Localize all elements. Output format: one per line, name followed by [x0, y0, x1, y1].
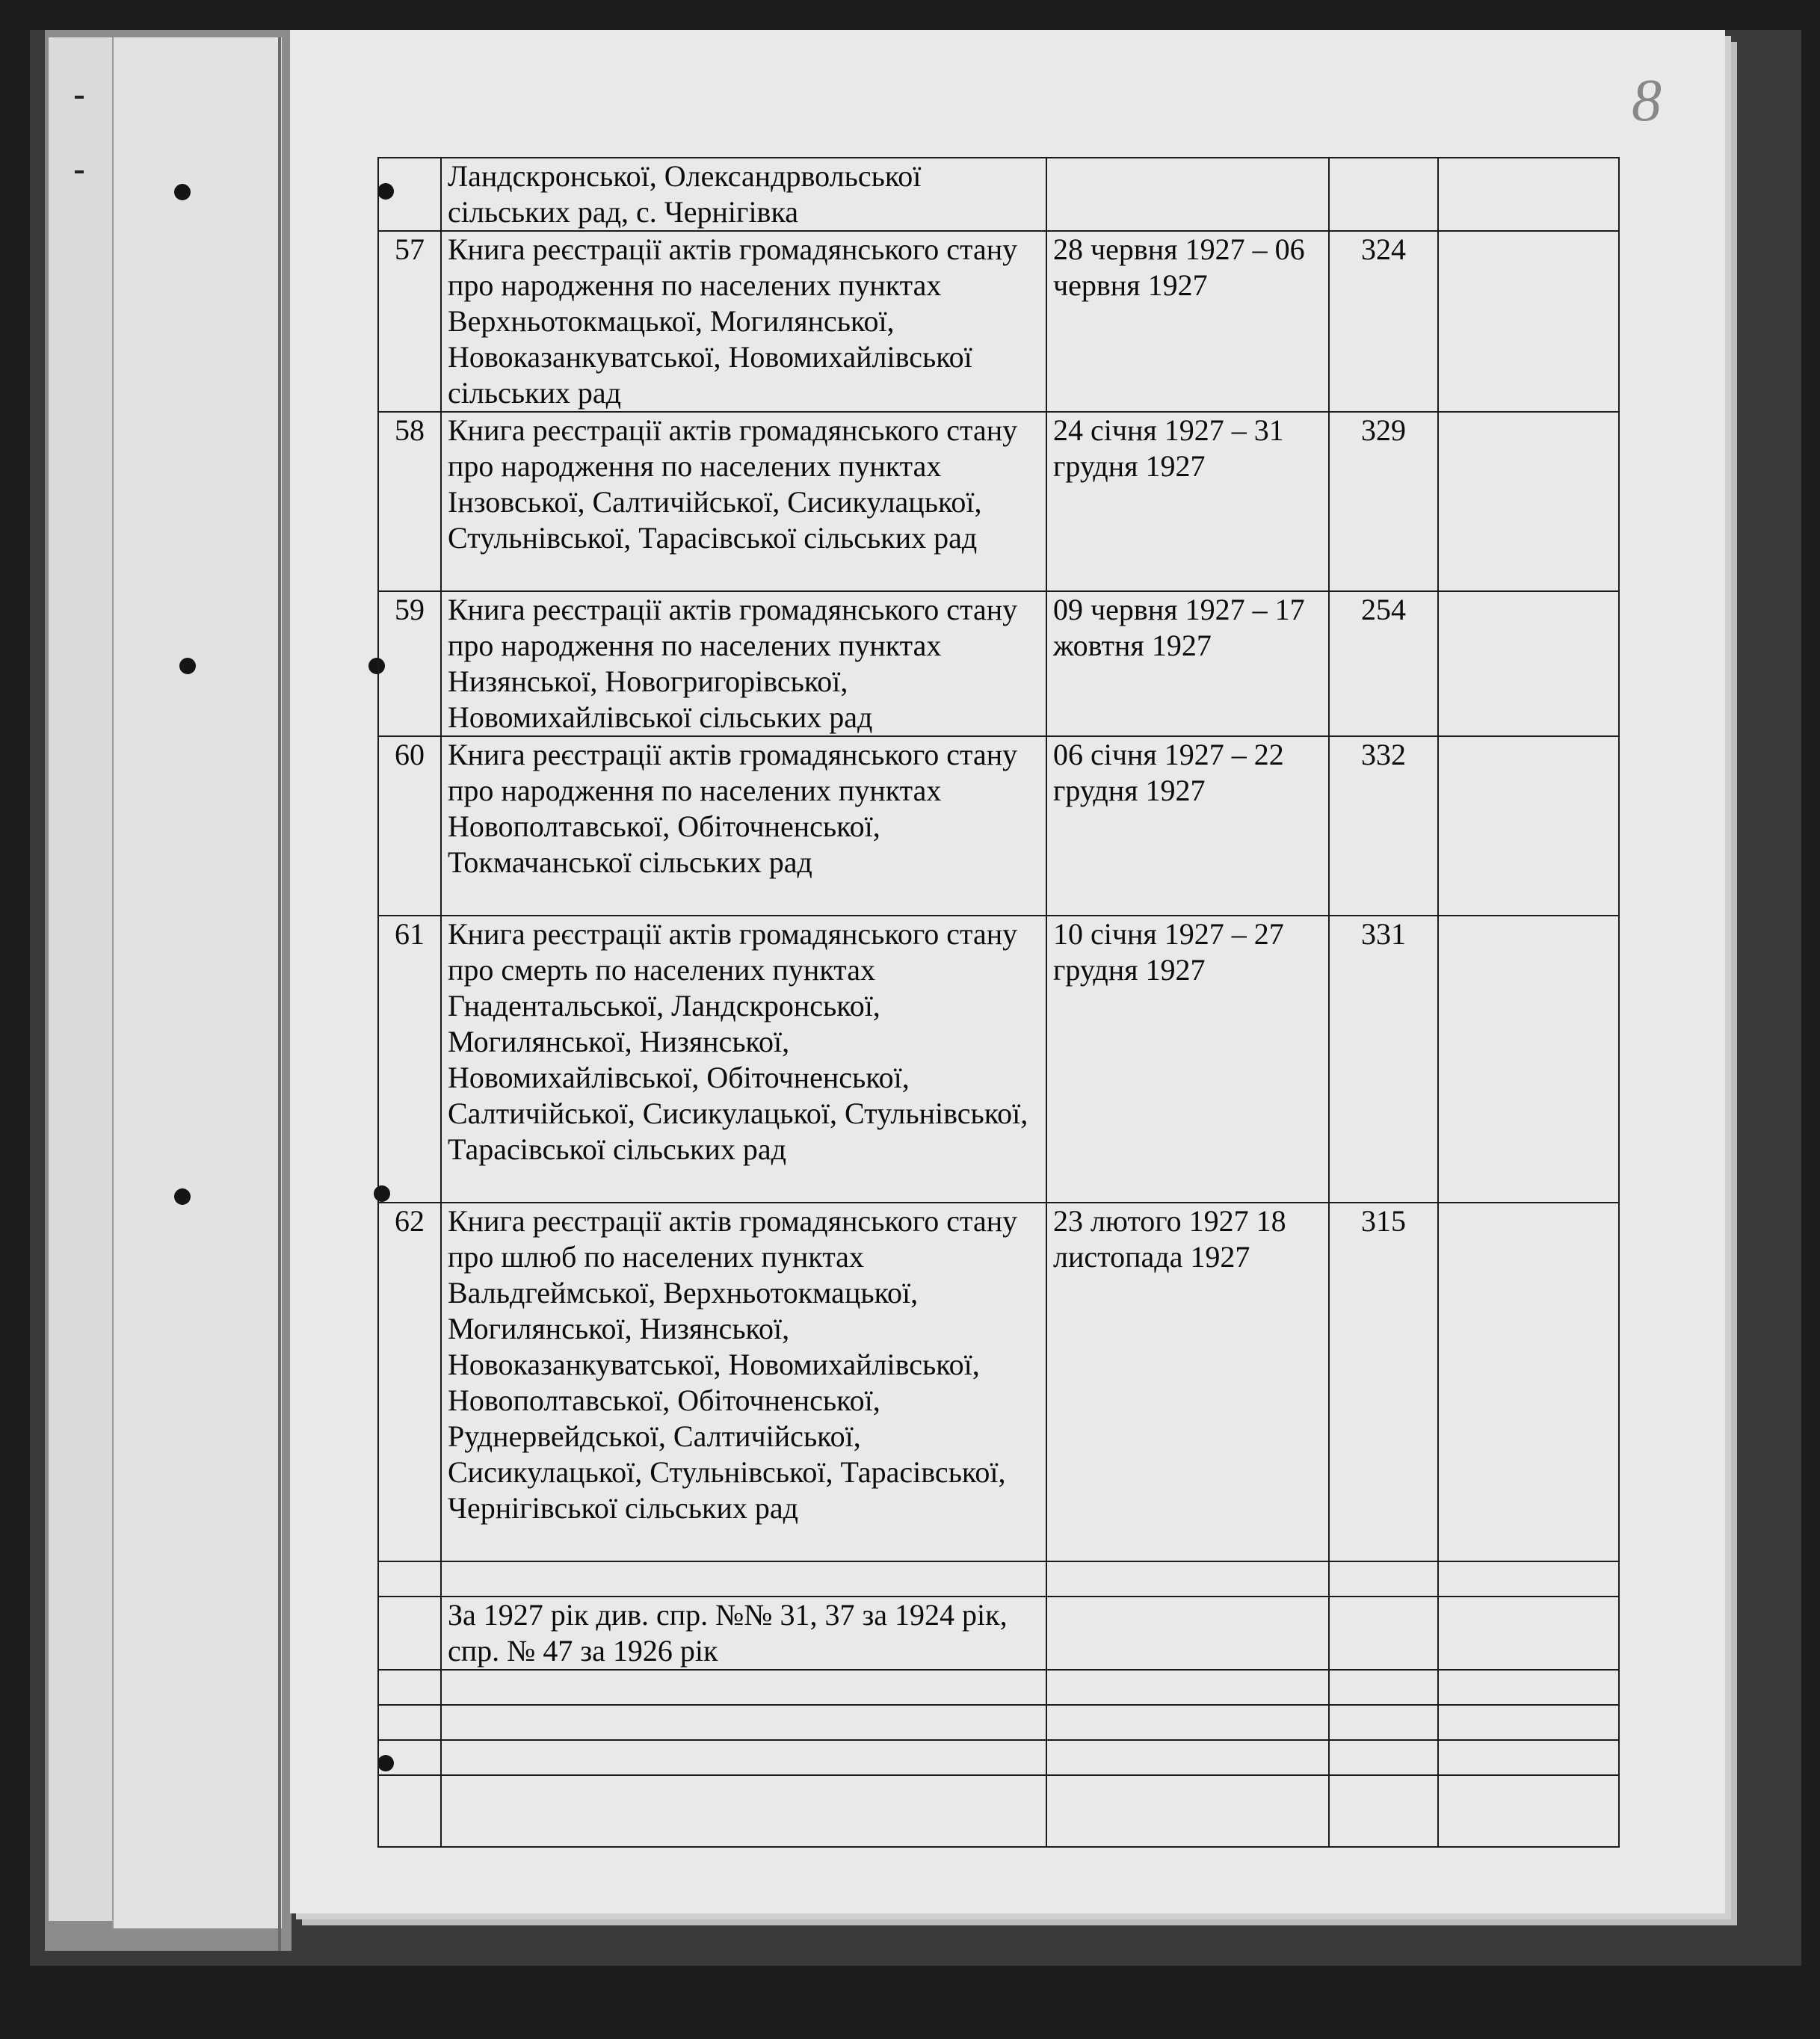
item-sheets [1329, 158, 1438, 231]
item-sheets: 329 [1329, 412, 1438, 591]
table-row [378, 158, 1619, 231]
item-dates: 23 лютого 1927 18 листопада 1927 [1046, 1203, 1329, 1561]
item-number: 61 [378, 916, 441, 1203]
item-sheets: 315 [1329, 1203, 1438, 1561]
inventory-table [377, 157, 1620, 1848]
item-dates: 06 січня 1927 – 22 грудня 1927 [1046, 736, 1329, 916]
item-sheets: 331 [1329, 916, 1438, 1203]
item-title: Книга реєстрації актів громадянського стану про шлюб по населених пунктах Вальдгеймської, Верхньотокмацької, Могилянської, Низянської, Новоказанкуватської, Новомихайлівської, Новополтавської, Обіточненської, Руднервейдської, Салтичійської, Сисикулацької, Стульнівської, Тарасівської, Чернігівської сільських рад [441, 1203, 1046, 1561]
item-number: 60 [378, 736, 441, 916]
empty-row [378, 1561, 1619, 1597]
item-number [378, 158, 441, 231]
item-dates: 24 січня 1927 – 31 грудня 1927 [1046, 412, 1329, 591]
table-row [378, 412, 1619, 591]
table-row [378, 916, 1619, 1203]
table-row [378, 591, 1619, 736]
item-number: 58 [378, 412, 441, 591]
binding-hole [174, 184, 191, 200]
item-title: Книга реєстрації актів громадянського стану про народження по населених пунктах Інзовської, Салтичійської, Сисикулацької, Стульнівської, Тарасівської сільських рад [441, 412, 1046, 591]
item-dates: 09 червня 1927 – 17 жовтня 1927 [1046, 591, 1329, 736]
cross-reference-note: За 1927 рік див. спр. №№ 31, 37 за 1924 рік, спр. № 47 за 1926 рік [441, 1597, 1046, 1670]
margin-mark [75, 96, 84, 99]
margin-mark [75, 170, 84, 173]
item-sheets: 324 [1329, 231, 1438, 412]
empty-row [378, 1705, 1619, 1740]
table-row [378, 1203, 1619, 1561]
item-title: Ландскронської, Олександрвольської сільських рад, с. Чернігівка [441, 158, 1046, 231]
item-note [1438, 591, 1619, 736]
note-row [378, 1597, 1619, 1670]
binding-thread [278, 37, 281, 1951]
item-number: 57 [378, 231, 441, 412]
item-title: Книга реєстрації актів громадянського стану про народження по населених пунктах Верхньотокмацької, Могилянської, Новоказанкуватської, Новомихайлівської сільських рад [441, 231, 1046, 412]
item-note [1438, 1203, 1619, 1561]
item-dates [1046, 158, 1329, 231]
empty-row [378, 1775, 1619, 1847]
item-sheets: 254 [1329, 591, 1438, 736]
item-number: 59 [378, 591, 441, 736]
folio-number: 8 [1632, 68, 1662, 134]
binding-hole [174, 1188, 191, 1205]
item-note [1438, 736, 1619, 916]
table-row [378, 736, 1619, 916]
binding-hole [179, 658, 196, 674]
stub-leaf [112, 37, 282, 1928]
item-note [1438, 412, 1619, 591]
item-number: 62 [378, 1203, 441, 1561]
item-title: Книга реєстрації актів громадянського стану про смерть по населених пунктах Гнадентальської, Ландскронської, Могилянської, Низянської, Новомихайлівської, Обіточненської, Салтичійської, Сисикулацької, Стульнівської, Тарасівської сільських рад [441, 916, 1046, 1203]
item-dates: 10 січня 1927 – 27 грудня 1927 [1046, 916, 1329, 1203]
item-note [1438, 916, 1619, 1203]
empty-row [378, 1670, 1619, 1705]
item-title: Книга реєстрації актів громадянського стану про народження по населених пунктах Новополтавської, Обіточненської, Токмачанської сільських рад [441, 736, 1046, 916]
item-title: Книга реєстрації актів громадянського стану про народження по населених пунктах Низянської, Новогригорівської, Новомихайлівської сільських рад [441, 591, 1046, 736]
item-dates: 28 червня 1927 – 06 червня 1927 [1046, 231, 1329, 412]
item-note [1438, 231, 1619, 412]
item-sheets: 332 [1329, 736, 1438, 916]
item-note [1438, 158, 1619, 231]
table-row [378, 231, 1619, 412]
empty-row [378, 1740, 1619, 1775]
